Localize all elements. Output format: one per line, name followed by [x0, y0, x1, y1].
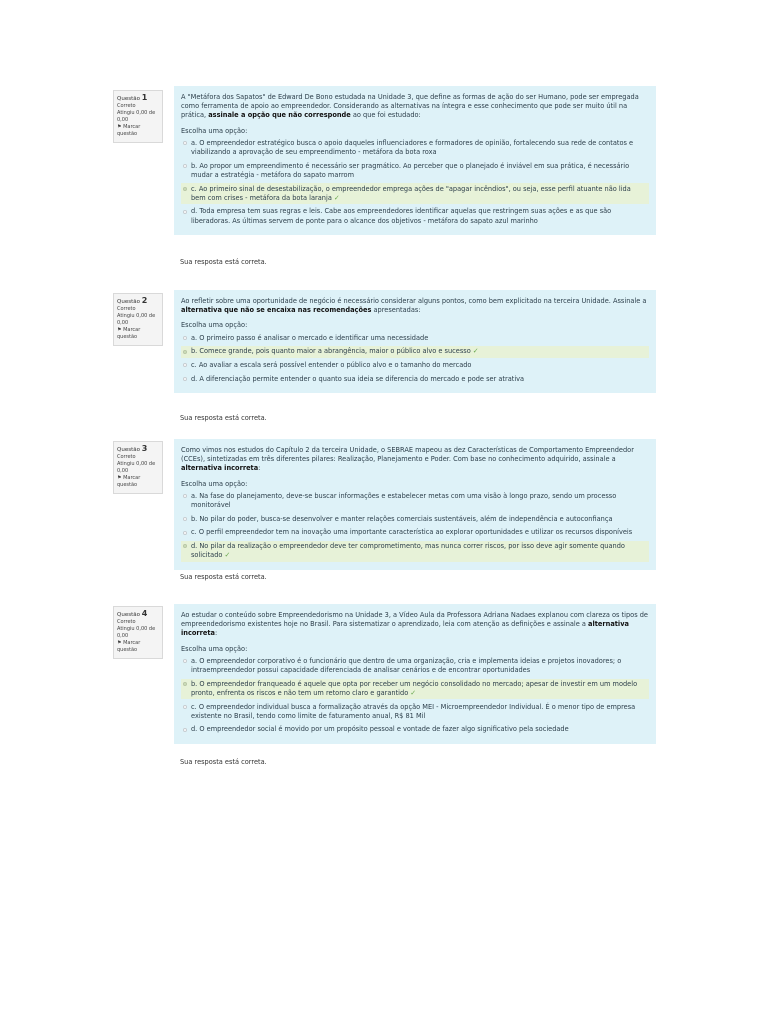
- answer-option-b[interactable]: b. O empreendedor franqueado é aquele que opta por receber um negócio consolidado no mercado; apesar de investir em um modelo pronto, enfrenta os riscos e não tem um retorno claro e garantido ✓: [181, 679, 649, 700]
- question-content: [174, 290, 656, 393]
- flag-question-link[interactable]: ⚑ Marcar questão: [117, 475, 141, 488]
- question-info: [113, 293, 163, 346]
- radio-icon[interactable]: [183, 210, 187, 214]
- answer-option-b[interactable]: b. Ao propor um empreendimento é necessário ser pragmático. Ao perceber que o planejado é inviável em sua prática, é necessário mudar a estratégia - metáfora do sapato marrom: [181, 161, 649, 182]
- answer-option-a[interactable]: a. O empreendedor estratégico busca o apoio daqueles influenciadores e formadores de opinião, fortalecendo sua rede de contatos e viabilizando a aprovação de seu empreendimento - metáfora da bota roxa: [181, 138, 649, 159]
- radio-icon[interactable]: [183, 350, 187, 354]
- radio-icon[interactable]: [183, 141, 187, 145]
- radio-icon[interactable]: [183, 517, 187, 521]
- radio-icon[interactable]: [183, 682, 187, 686]
- answer-prompt: Escolha uma opção:: [181, 479, 248, 488]
- question-status: Correto: [117, 306, 136, 312]
- radio-icon[interactable]: [183, 187, 187, 191]
- radio-icon[interactable]: [183, 377, 187, 381]
- radio-icon[interactable]: [183, 363, 187, 367]
- answer-option-b[interactable]: b. No pilar do poder, busca-se desenvolver e manter relações comerciais sustentáveis, além de independência e autoconfiança: [181, 514, 649, 526]
- question-text: Ao estudar o conteúdo sobre Empreendedorismo na Unidade 3, a Vídeo Aula da Professora Adriana Nadaes explanou com clareza os tipos de empreendedorismo existentes hoje no Brasil. Para sistematizar o aprendizado, leia com atenção as definições e assinale a alternativa incorreta:: [181, 611, 648, 638]
- radio-icon[interactable]: [183, 336, 187, 340]
- question-content: [174, 604, 656, 744]
- radio-icon[interactable]: [183, 728, 187, 732]
- radio-icon[interactable]: [183, 164, 187, 168]
- answer-option-a[interactable]: a. O primeiro passo é analisar o mercado e identificar uma necessidade: [181, 333, 649, 345]
- answer-option-c[interactable]: c. Ao primeiro sinal de desestabilização, o empreendedor emprega ações de "apagar incêndios", ou seja, esse perfil atuante não lida bem com crises - metáfora da bota laranja ✓: [181, 183, 649, 204]
- question-info: [113, 441, 163, 494]
- question-info: [113, 606, 163, 659]
- check-icon: ✓: [224, 551, 231, 560]
- flag-icon: ⚑: [117, 327, 122, 333]
- answer-option-b[interactable]: b. Comece grande, pois quanto maior a abrangência, maior o público alvo e sucesso ✓: [181, 346, 649, 358]
- radio-icon[interactable]: [183, 544, 187, 548]
- question-number: Questão 4: [117, 609, 148, 618]
- question-text: A "Metáfora dos Sapatos" de Edward De Bono estudada na Unidade 3, que define as formas de ação do ser Humano, pode ser empregada como ferramenta de apoio ao empreendedor. Considerando as alternativas na íntegra e esse conhecimento que pode ser muito útil na prática, assinale a opção que não corresponde ao que foi estudado:: [181, 93, 639, 120]
- answer-option-d[interactable]: d. No pilar da realização o empreendedor deve ter comprometimento, mas nunca correr riscos, por isso deve agir somente quando solicitado ✓: [181, 541, 649, 562]
- feedback-text: Sua resposta está correta.: [180, 573, 267, 581]
- answer-option-c[interactable]: c. Ao avaliar a escala será possível entender o público alvo e o tamanho do mercado: [181, 360, 649, 372]
- question-text: Ao refletir sobre uma oportunidade de negócio é necessário considerar alguns pontos, como bem explicitado na terceira Unidade. Assinale a alternativa que não se encaixa nas recomendações apresentadas:: [181, 297, 647, 315]
- answer-option-d[interactable]: d. O empreendedor social é movido por um propósito pessoal e vontade de fazer algo significativo pela sociedade: [181, 724, 649, 736]
- feedback-text: Sua resposta está correta.: [180, 758, 267, 766]
- answer-option-d[interactable]: d. A diferenciação permite entender o quanto sua ideia se diferencia do mercado e pode ser atrativa: [181, 373, 649, 385]
- radio-icon[interactable]: [183, 531, 187, 535]
- answer-option-c[interactable]: c. O perfil empreendedor tem na inovação uma importante característica ao explorar oportunidades e utilizar os recursos disponíveis: [181, 527, 649, 539]
- question-content: [174, 439, 656, 570]
- flag-question-link[interactable]: ⚑ Marcar questão: [117, 640, 141, 653]
- flag-icon: ⚑: [117, 124, 122, 130]
- feedback-text: Sua resposta está correta.: [180, 414, 267, 422]
- question-score: Atingiu 0,00 de 0,00: [117, 110, 156, 123]
- question-text: Como vimos nos estudos do Capítulo 2 da terceira Unidade, o SEBRAE mapeou as dez Características de Comportamento Empreendedor (CCEs), sintetizadas em três diferentes pilares: Realização, Planejamento e Poder. Com base no conhecimento adquirido, assinale a alternativa incorreta:: [181, 446, 634, 473]
- question-score: Atingiu 0,00 de 0,00: [117, 626, 156, 639]
- question-content: [174, 86, 656, 235]
- radio-icon[interactable]: [183, 494, 187, 498]
- check-icon: ✓: [472, 347, 479, 356]
- check-icon: ✓: [333, 193, 340, 202]
- question-number: Questão 1: [117, 93, 148, 102]
- question-status: Correto: [117, 103, 136, 109]
- answer-option-a[interactable]: a. Na fase do planejamento, deve-se buscar informações e estabelecer metas com uma visão à longo prazo, sendo um processo monitorável: [181, 491, 649, 512]
- question-number: Questão 3: [117, 444, 148, 453]
- answer-option-c[interactable]: c. O empreendedor individual busca a formalização através da opção MEI - Microempreendedor Individual. É o menor tipo de empresa existente no Brasil, tendo como limite de faturamento anual, R$ 81 Mil: [181, 701, 649, 722]
- question-number: Questão 2: [117, 296, 148, 305]
- flag-question-link[interactable]: ⚑ Marcar questão: [117, 327, 141, 340]
- check-icon: ✓: [410, 688, 417, 697]
- feedback-text: Sua resposta está correta.: [180, 258, 267, 266]
- question-score: Atingiu 0,00 de 0,00: [117, 313, 156, 326]
- radio-icon[interactable]: [183, 705, 187, 709]
- radio-icon[interactable]: [183, 659, 187, 663]
- question-status: Correto: [117, 619, 136, 625]
- answer-option-a[interactable]: a. O empreendedor corporativo é o funcionário que dentro de uma organização, cria e implementa ideias e projetos inovadores; o intraempreendedor possui capacidade diferenciada de analisar cenários e de encontrar oportunidades: [181, 656, 649, 677]
- question-score: Atingiu 0,00 de 0,00: [117, 461, 156, 474]
- answer-prompt: Escolha uma opção:: [181, 126, 248, 135]
- answer-option-d[interactable]: d. Toda empresa tem suas regras e leis. Cabe aos empreendedores identificar aquelas que restringem suas ações e as que são liberadoras. As últimas servem de ponte para o alcance dos objetivos - metáfora do sapato azul marinho: [181, 206, 649, 227]
- flag-icon: ⚑: [117, 475, 122, 481]
- question-info: [113, 90, 163, 143]
- answer-prompt: Escolha uma opção:: [181, 321, 248, 330]
- question-status: Correto: [117, 454, 136, 460]
- flag-question-link[interactable]: ⚑ Marcar questão: [117, 124, 141, 137]
- answer-prompt: Escolha uma opção:: [181, 644, 248, 653]
- flag-icon: ⚑: [117, 640, 122, 646]
